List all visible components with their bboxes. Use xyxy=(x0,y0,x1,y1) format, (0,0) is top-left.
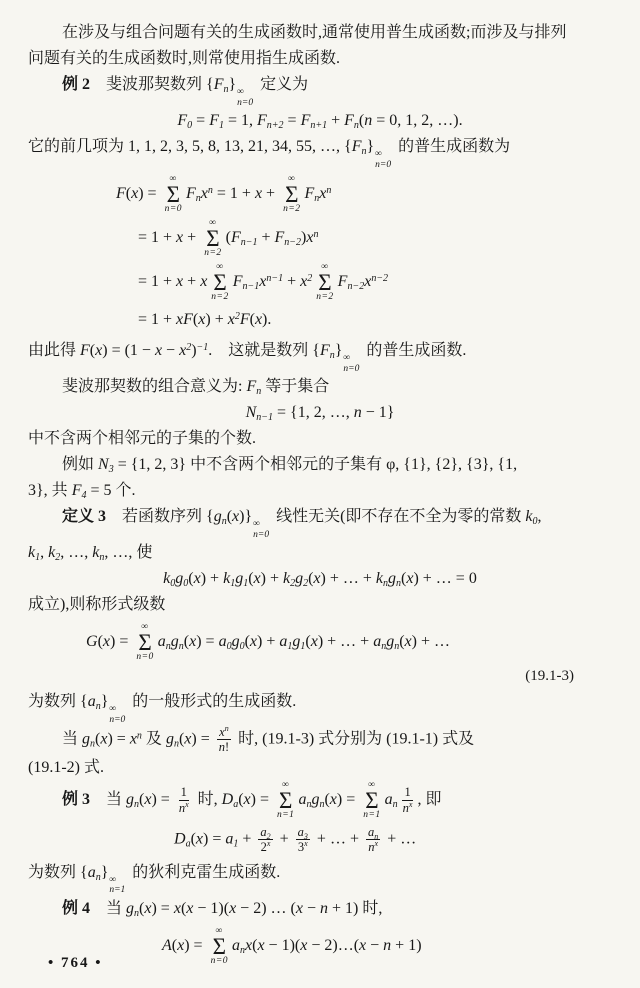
bold-heading-label: 例 2 xyxy=(62,76,91,93)
index-set-equation: $N_{n-1} = \{1$, 2, …, n − 1} xyxy=(245,404,395,423)
summation-symbol: ∞ Σ n=0 xyxy=(210,925,228,966)
general-generating-function-equation: G(x) = ∞ Σ n=0 $a_ng_n(x) = a_0g_0(x) + a_1g_1(x)$ + … + $a_ng_n(x)$ + … xyxy=(86,622,450,662)
summation-symbol: ∞ Σ n=2 xyxy=(211,262,229,302)
summation-symbol: ∞ Σ n=2 xyxy=(316,262,334,302)
fibonacci-recurrence-equation: $F_0 = F_1 = 1$, $F_{n+2} = F_{n+1} + F_n(n = 0$, 1, 2, …). xyxy=(177,112,463,131)
summation-symbol: ∞ Σ n=0 xyxy=(164,174,182,214)
summation-symbol: ∞ Σ n=1 xyxy=(363,779,381,820)
formal-series-line: 成立),则称形式级数 xyxy=(28,596,166,613)
limits-stack: ∞ n=0 xyxy=(253,519,270,540)
fibonacci-terms-line: 它的前几项为 1, 1, 2, 3, 5, 8, 13, 21, 34, 55, …, $\{F_n\}$ ∞ n=0 的普生成函数为 xyxy=(28,138,511,170)
intro-paragraph-line-1: 在涉及与组合问题有关的生成函数时,通常使用普生成函数;而涉及与排列 xyxy=(62,24,567,41)
fraction: $\frac{a_3}{3^x}$ xyxy=(297,824,308,855)
example-3-heading: 例 3 当 $g_n(x)$ = $\frac{1}{n^x}$ 时, $D_a(x)$ = ∞ Σ n=1 $a_ng_n(x)$ = ∞ Σ n=1 $a_n$ $\frac{1}{n^x}$ , 即 xyxy=(62,779,442,820)
fraction: $\frac{1}{n^x}$ xyxy=(402,785,413,815)
example-2-heading: 例 2 斐波那契数列 $\{F_n\}$ ∞ n=0 定义为 xyxy=(62,76,309,108)
dirichlet-series-equation: $D_a(x) = a_1$ + $\frac{a_2}{2^x}$ + $\frac{a_3}{3^x}$ + … + $\frac{a_n}{n^x}$ + … xyxy=(174,824,417,855)
fraction: $\frac{1}{n^x}$ xyxy=(178,785,189,815)
summation-symbol: ∞ Σ n=0 xyxy=(136,622,154,662)
ogf-derivation-line-2: = 1 + x + ∞ Σ n=2 $(F_{n-1} + F_{n-2})x^n$ xyxy=(138,218,319,258)
definition-3-line-2: $k_1$, $k_2$, …, $k_n$, …, 使 xyxy=(28,544,153,563)
ogf-derivation-line-1: F(x) = ∞ Σ n=0 $F_nx^n = 1 + x$ + ∞ Σ n=2 $F_nx^n$ xyxy=(116,174,332,214)
equation-number-19-1-3: (19.1-3) xyxy=(525,668,574,684)
fraction: $\frac{x^n}{n!}$ xyxy=(218,724,230,755)
limits-stack: ∞ n=0 xyxy=(375,149,392,170)
subset-count-line: 中不含两个相邻元的子集的个数. xyxy=(28,430,257,447)
bold-heading-label: 例 3 xyxy=(62,790,91,808)
example-4-heading: 例 4 当 $g_n(x) = x(x - 1)(x - 2)$ … (x − n + 1) 时, xyxy=(62,899,383,919)
fraction: $\frac{a_n}{n^x}$ xyxy=(367,824,379,855)
general-form-label-line: 为数列 $\{a_n\}$ ∞ n=0 的一般形式的生成函数. xyxy=(28,693,297,725)
example-subsets-line-1: 例如 $N_3 = \{1$, 2, 3} 中不含两个相邻元的子集有 φ, {1}, {2}, {3}, {1, xyxy=(62,456,518,475)
page-number: • 764 • xyxy=(48,955,103,971)
ogf-derivation-line-4: = $1 + xF(x) + x^2F(x)$. xyxy=(138,311,272,328)
example-subsets-line-2: 3}, 共 $F_4 = 5$ 个. xyxy=(28,482,136,501)
intro-paragraph-line-2: 问题有关的生成函数时,则常使用指生成函数. xyxy=(28,50,341,67)
summation-symbol: ∞ Σ n=1 xyxy=(277,779,295,820)
ogf-derivation-line-3: = 1 + x + x ∞ Σ n=2 $F_{n-1}x^{n-1} + x^2$ ∞ Σ n=2 $F_{n-2}x^{n-2}$ xyxy=(138,262,389,302)
limits-stack: ∞ n=1 xyxy=(109,874,126,895)
fraction: $\frac{a_2}{2^x}$ xyxy=(260,824,271,855)
special-cases-line-2: (19.1-2) 式. xyxy=(28,758,104,776)
closed-form-line: 由此得 $F(x) = (1 - x - x^2)^{-1}$. 这就是数列 $\{F_n\}$ ∞ n=0 的普生成函数. xyxy=(28,342,467,374)
combinatorial-meaning-line: 斐波那契数的组合意义为: $F_n$ 等于集合 xyxy=(62,378,330,397)
summation-symbol: ∞ Σ n=2 xyxy=(283,174,301,214)
limits-stack: ∞ n=0 xyxy=(109,704,126,725)
special-cases-line-1: 当 $g_n(x) = x^n$ 及 $g_n(x)$ = $\frac{x^n}{n!}$ 时, (19.1-3) 式分别为 (19.1-1) 式及 xyxy=(62,724,475,755)
summation-symbol: ∞ Σ n=2 xyxy=(204,218,222,258)
bold-heading-label: 定义 3 xyxy=(62,508,107,525)
limits-stack: ∞ n=0 xyxy=(343,353,360,374)
definition-3-line-1: 定义 3 若函数序列 $\{g_n(x)\}$ ∞ n=0 线性无关(即不存在不全为零的常数 $k_0$, xyxy=(62,508,542,540)
bold-heading-label: 例 4 xyxy=(62,899,91,917)
limits-stack: ∞ n=0 xyxy=(237,87,254,108)
linear-independence-equation: $k_0g_0(x) + k_1g_1(x) + k_2g_2(x)$ + … + $k_ng_n(x)$ + … = 0 xyxy=(163,570,477,589)
dirichlet-label-line: 为数列 $\{a_n\}$ ∞ n=1 的狄利克雷生成函数. xyxy=(28,863,281,895)
falling-factorial-equation: A(x) = ∞ Σ n=0 $a_nx(x - 1)(x$ − 2)…(x − n + 1) xyxy=(162,925,422,966)
